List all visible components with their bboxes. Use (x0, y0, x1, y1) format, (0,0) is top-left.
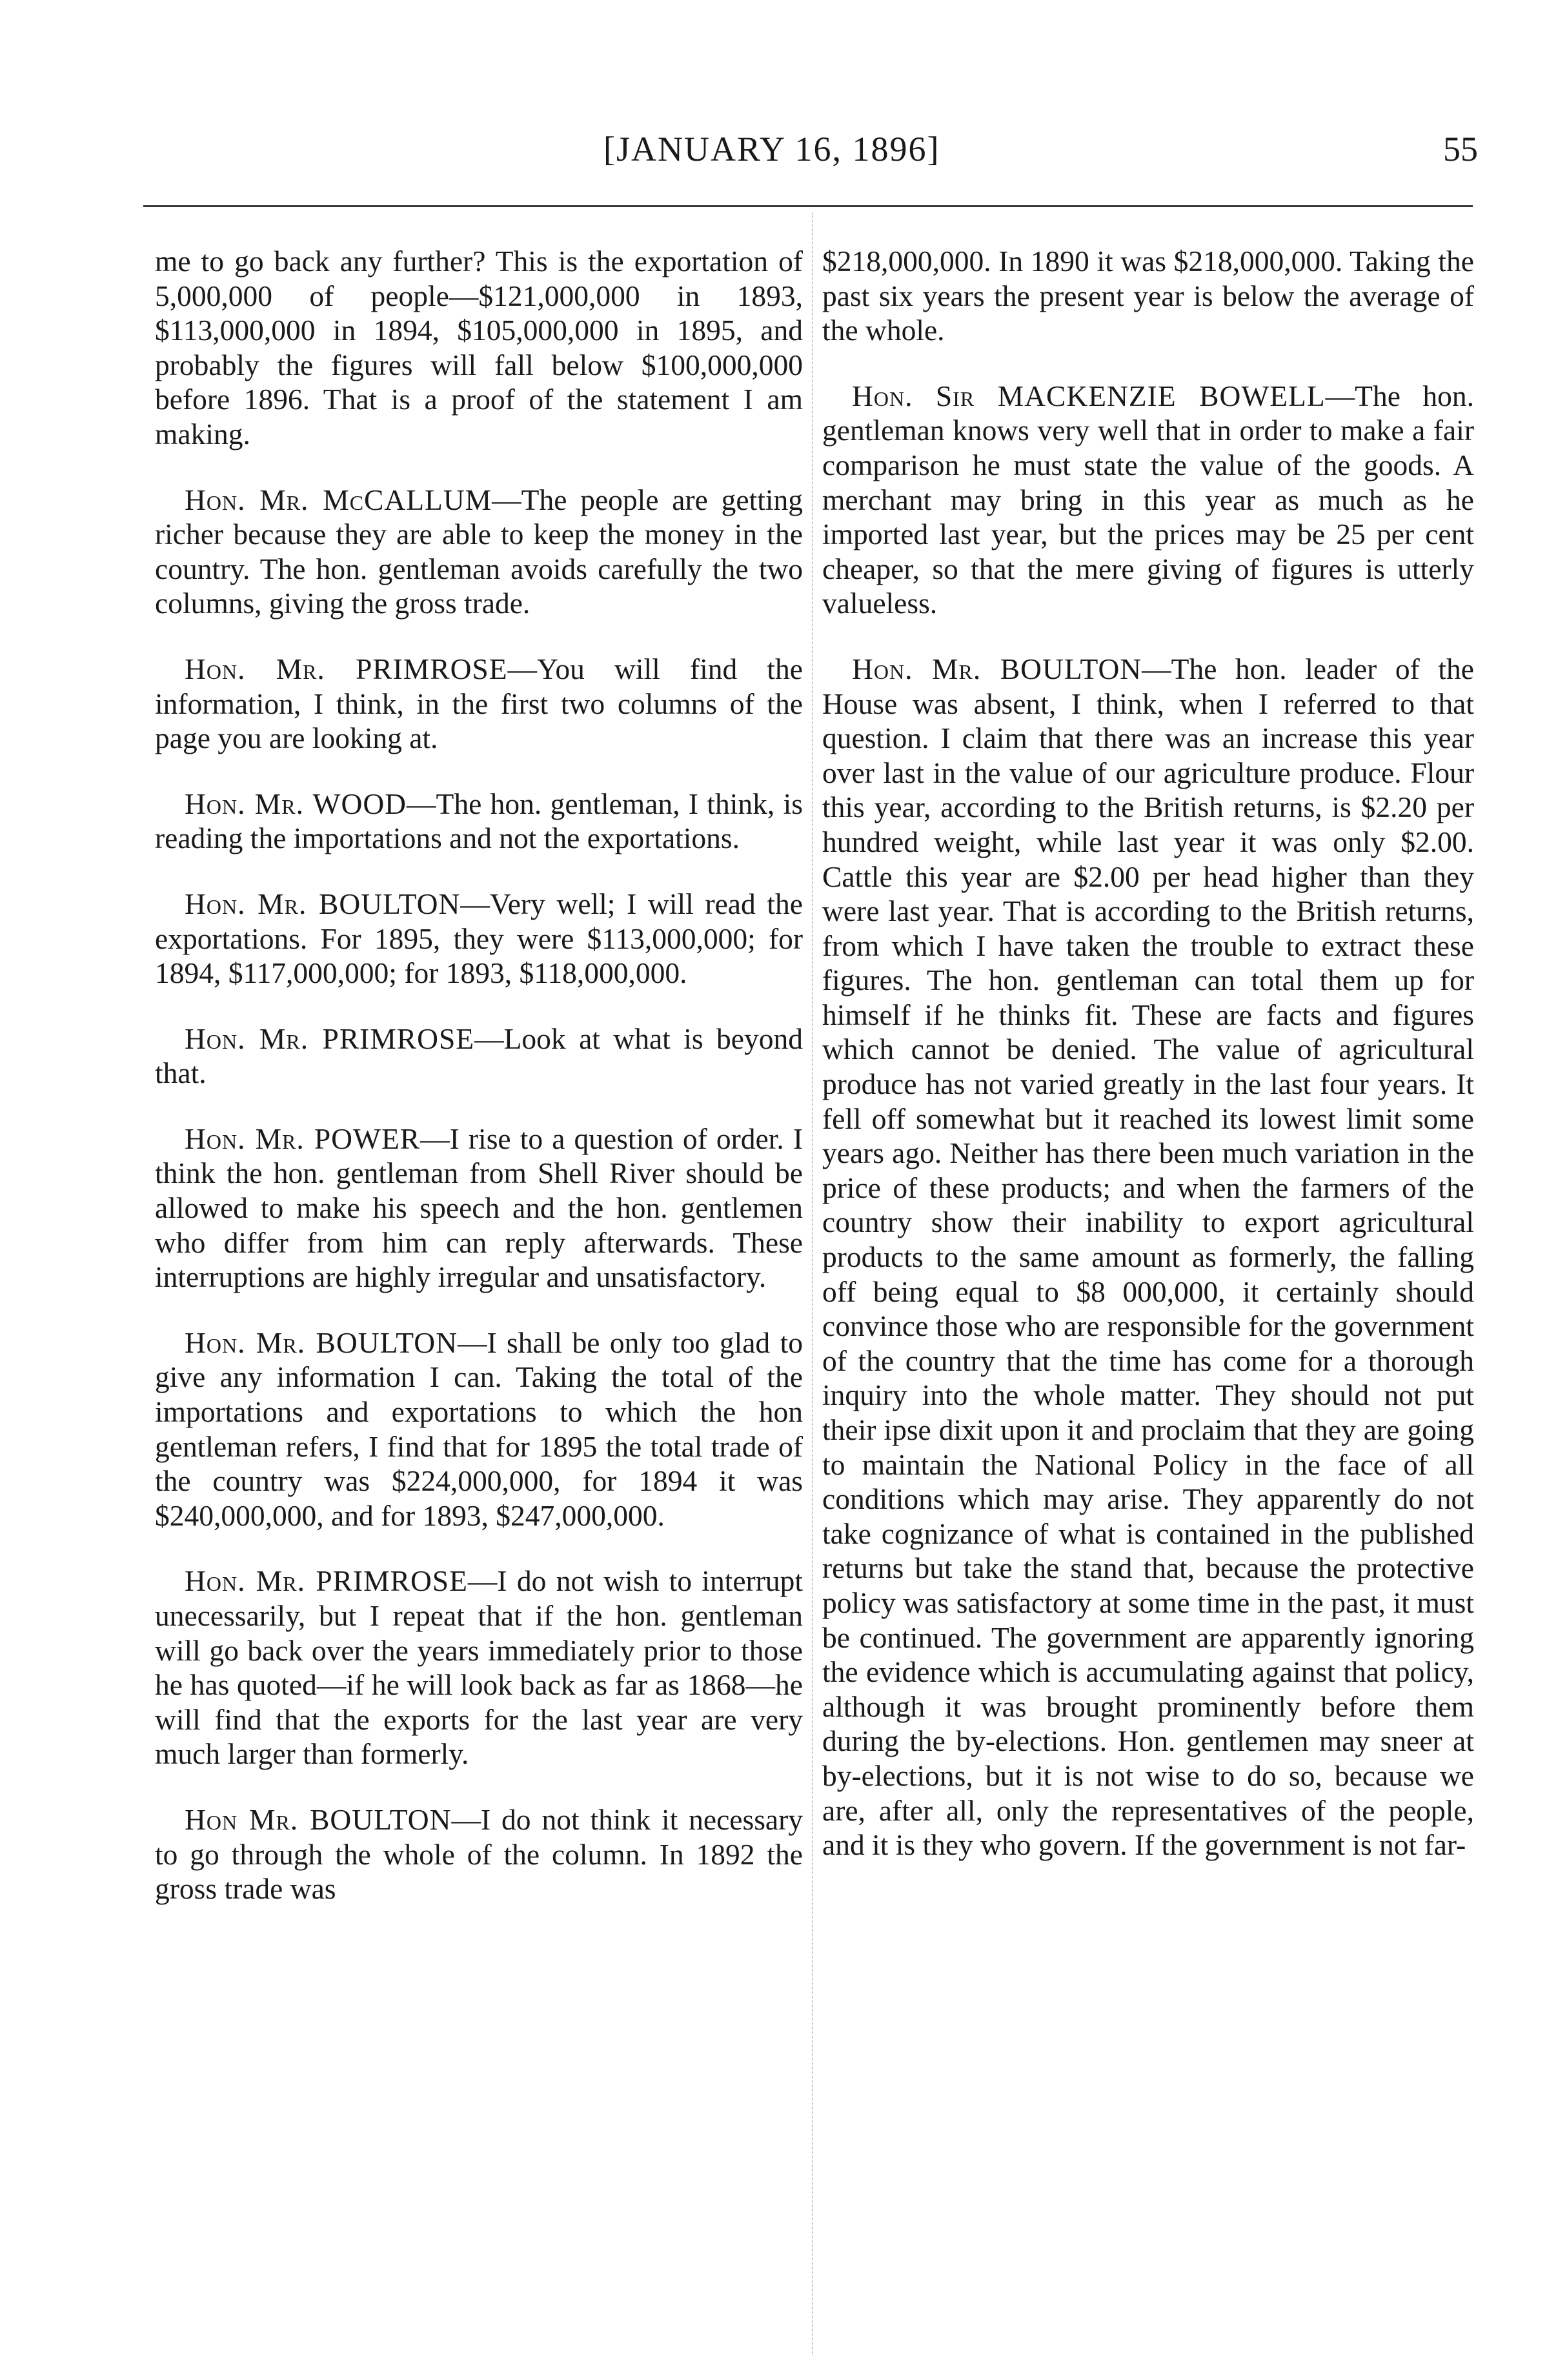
speech-paragraph (822, 379, 1474, 621)
speech-paragraph (155, 887, 803, 991)
speech-text: —The hon. gentleman knows very well that in order to make a fair comparison he must state the value of the goods. A merchant may bring in this year as much as he imported last year, but the prices may be 25 per cent cheaper, so that the mere giving of figures is utterly valueless. (822, 379, 1474, 620)
header-rule (143, 205, 1473, 207)
right-column (822, 244, 1474, 2296)
speaker-name: Hon. Mr. PRIMROSE (185, 1564, 468, 1598)
speaker-name: Hon. Sir MACKENZIE BOWELL (852, 379, 1326, 412)
speech-paragraph (822, 652, 1474, 1862)
speech-text: —The people are getting richer because they are able to keep the money in the country. The hon. gentleman avoids carefully the two columns, giving the gross trade. (155, 483, 803, 620)
paragraph: $218,000,000. In 1890 it was $218,000,000. Taking the past six years the present year is below the average of the whole. (822, 245, 1474, 347)
speech-text: —I do not think it necessary to go through the whole of the column. In 1892 the gross trade was (155, 1802, 803, 1906)
speech-text: —I rise to a question of order. I think the hon. gentleman from Shell River should be allowed to make his speech and the hon. gentlemen who differ from him can reply afterwards. These interruptions are highly irregular and unsatisfactory. (155, 1122, 803, 1294)
speech-text: —I do not wish to interrupt unecessarily, but I repeat that if the hon. gentleman will go back over the years immediately prior to those he has quoted—if he will look back as far as 1868—he will find that the exports for the last year are very much larger than formerly. (155, 1564, 803, 1771)
speech-paragraph (155, 1122, 803, 1295)
page-number: 55 (1443, 130, 1478, 168)
left-column (155, 244, 803, 2296)
speaker-name: Hon. Mr. BOULTON (185, 1326, 458, 1359)
speech-text: —You will find the information, I think, in the first two columns of the page you are looking at. (155, 652, 803, 755)
speech-text: —Very well; I will read the exportations. For 1895, they were $113,000,000; for 1894, $117,000,000; for 1893, $118,000,000. (155, 887, 803, 990)
speech-text: —I shall be only too glad to give any information I can. Taking the total of the importations and exportations to which the hon gentleman refers, I find that for 1895 the total trade of the country was $224,000,000, for 1894 it was $240,000,000, and for 1893, $247,000,000. (155, 1326, 803, 1532)
speech-text: —Look at what is beyond that. (155, 1022, 803, 1090)
speaker-name: Hon. Mr. McCALLUM (185, 483, 492, 516)
speech-text: —The hon. leader of the House was absent, I think, when I referred to that question. I claim that there was an increase this year over last in the value of our agriculture produce. Flour this year, according to the British returns, is $2.20 per hundred weight, while last year it was only $2.00. Cattle this year are $2.00 per head higher than they were last year. That is according to the British returns, from which I have taken the trouble to extract these figures. The hon. gentleman can total them up for himself if he thinks fit. These are facts and figures which cannot be denied. The value of agricultural produce has not varied greatly in the last four years. It fell off somewhat but it reached its lowest limit some years ago. Neither has there been much variation in the price of these products; and when the farmers of the country show their inability to export agricultural products to the same amount as formerly, the falling off being equal to $8 000,000, it certainly should convince those who are responsible for the government of the country that the time has come for a thorough inquiry into the whole matter. They should not put their ipse dixit upon it and proclaim that they are going to maintain the National Policy in the face of all conditions which may arise. They apparently do not take cognizance of what is contained in the published returns but take the stand that, because the protective policy was satisfactory at some time in the past, it must be continued. The government are apparently ignoring the evidence which is accumulating against that policy, although it was brought prominently before them during the by-elections. Hon. gentlemen may sneer at by-elections, but it is not wise to do so, because we are, after all, only the representatives of the people, and it is they who govern. If the government is not far- (822, 652, 1474, 1862)
speech-paragraph (155, 787, 803, 856)
speech-paragraph (155, 1022, 803, 1091)
paragraph: me to go back any further? This is the exportation of 5,000,000 of people—$121,000,000 in 1893, $113,000,000 in 1894, $105,000,000 in 1895, and probably the figures will fall below $100,000,000 before 1896. That is a proof of the statement I am making. (155, 245, 803, 450)
speech-paragraph (155, 652, 803, 756)
page-date: [JANUARY 16, 1896] (603, 130, 940, 168)
speaker-name: Hon. Mr. PRIMROSE (185, 652, 508, 685)
speaker-name: Hon. Mr. BOULTON (852, 652, 1142, 685)
speech-paragraph (155, 1326, 803, 1533)
speaker-name: Hon. Mr. POWER (185, 1122, 421, 1155)
speech-text: —The hon. gentleman, I think, is reading the importations and not the exportations. (155, 787, 803, 855)
page-header (0, 129, 1567, 181)
speech-paragraph (155, 483, 803, 621)
speech-paragraph (155, 1564, 803, 1771)
speaker-name: Hon. Mr. BOULTON (185, 887, 461, 920)
speaker-name: Hon. Mr. PRIMROSE (185, 1022, 475, 1055)
column-divider (812, 213, 813, 2355)
speech-paragraph (155, 1802, 803, 1906)
speaker-name: Hon Mr. BOULTON (185, 1802, 452, 1836)
speaker-name: Hon. Mr. WOOD (185, 787, 407, 820)
